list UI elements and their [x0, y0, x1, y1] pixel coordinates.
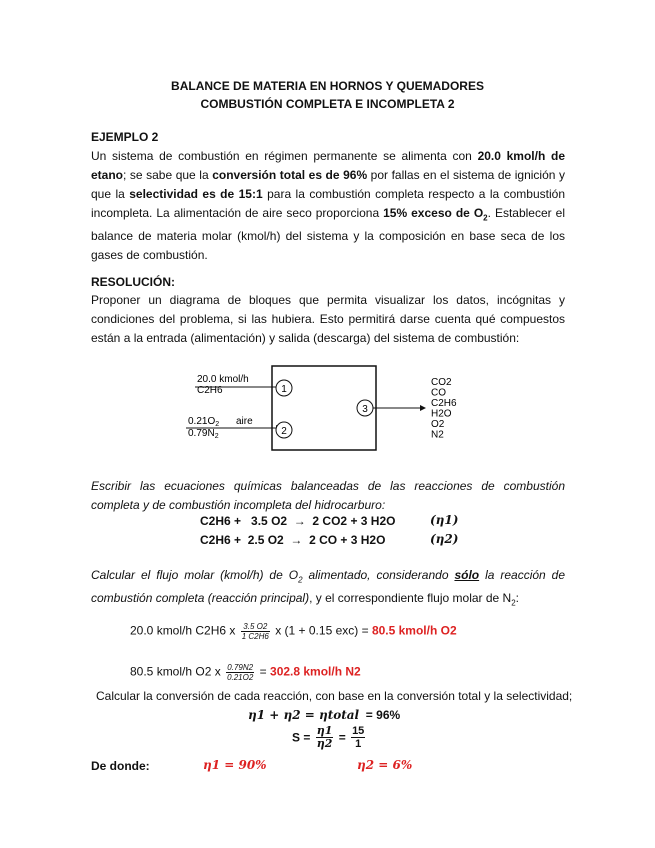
example-paragraph [91, 147, 565, 265]
conversion-intro: Calcular la conversión de cada reacción, con base en la conversión total y la selectividad; [96, 689, 573, 703]
n2-calc-start: 80.5 kmol/h O2 x [130, 664, 221, 679]
o2-calculation [130, 622, 457, 641]
resolution-heading: RESOLUCIÓN: [91, 275, 175, 289]
example-text-2: ; se sabe que la [123, 168, 213, 182]
selectivity-equation: S = $\frac{\eta 1}{\eta 2}$ = $\frac{15}{1}$ [292, 724, 365, 750]
feed2-n2-label: $0.79N_2$ [188, 428, 219, 440]
example-text-5: . Establecer el balance de materia molar (kmol/h) del sistema y la composición en base seca de los gases de combustión. [91, 206, 565, 263]
stream1-number: 1 [281, 384, 287, 395]
output-compounds-list [431, 377, 457, 441]
n2-ratio-fraction: $\frac{0.79N2}{0.21O2}$ [227, 663, 254, 682]
output-compound: CO2 [431, 377, 452, 388]
example-text-4: para la combustión completa respecto a la combustión incompleta. La alimentación de aire seco proporciona [91, 187, 566, 220]
reactions-intro: Escribir las ecuaciones químicas balanceadas de las reacciones de combustión completa y de combustión incompleta del hidrocarburo: [91, 479, 565, 512]
eta2-result: η2 = 6% [357, 758, 413, 772]
reaction-1-fuel: C2H6 + [200, 514, 242, 528]
example-conversion: conversión total es de 96% [212, 168, 368, 182]
reaction-2 [200, 533, 385, 547]
example-text-3: por fallas en el sistema de ignición y que la [91, 168, 565, 201]
reaction-1-oxygen: 3.5 O2 [251, 514, 288, 528]
reaction-1-label: (η1) [430, 513, 459, 527]
example-selectivity: selectividad es de 15:1 [129, 187, 263, 201]
feed1-compound-label: C2H6 [197, 385, 223, 396]
n2-calc-mid: = [259, 664, 267, 679]
calc-intro: Calcular el flujo molar (kmol/h) de $O_2$ alimentado, considerando sólo la reacción de combustión completa (reacción principal), y el correspondiente flujo molar de $N_2$: [91, 568, 566, 608]
output-arrowhead [420, 405, 426, 411]
o2-result: 80.5 kmol/h O2 [371, 623, 457, 638]
selectivity-value-fraction: $\frac{15}{1}$ [352, 725, 365, 750]
feed2-air-label: aire [236, 416, 253, 427]
output-compound: C2H6 [431, 398, 457, 409]
reaction-2-products: 2 CO + 3 H2O [309, 533, 386, 547]
reaction-2-oxygen: 2.5 O2 [247, 533, 284, 547]
n2-result: 302.8 kmol/h N2 [270, 664, 361, 679]
block-diagram [180, 360, 470, 455]
total-conversion-equation: η1 + η2 = ηtotal = 96% [248, 708, 401, 722]
document-title: BALANCE DE MATERIA EN HORNOS Y QUEMADORES [171, 79, 484, 93]
output-compound: CO [431, 387, 446, 399]
stream3-number: 3 [362, 404, 368, 415]
resolution-paragraph: Proponer un diagrama de bloques que permita visualizar los datos, incógnitas y condiciones del problema, si las hubiera. Esto permitirá darse cuenta qué compuestos están a la entrada (alimentación) y salida (descarga) del sistema de combustión: [91, 293, 565, 345]
output-compound: N2 [431, 429, 444, 441]
eta1-result: η1 = 90% [203, 758, 267, 772]
feed1-flow-label: 20.0 kmol/h [197, 374, 249, 385]
example-flow: 20.0 kmol/h de etano [91, 149, 566, 182]
reaction-1-arrow-icon: → [293, 514, 306, 528]
n2-calculation [130, 663, 361, 682]
reaction-2-fuel: C2H6 + [200, 533, 242, 547]
output-compound: H2O [431, 408, 452, 420]
reaction-1-products: 2 CO2 + 3 H2O [312, 514, 396, 528]
reaction-1 [200, 514, 395, 528]
example-text-1: Un sistema de combustión en régimen permanente se alimenta con [91, 149, 478, 163]
de-donde-label: De donde: [91, 759, 150, 773]
o2-calc-mid: x (1 + 0.15 exc) = [275, 623, 369, 638]
solo-emphasis: sólo [454, 568, 480, 582]
example-heading: EJEMPLO 2 [91, 130, 159, 144]
example-excess: 15% exceso de $O_2$ [383, 206, 488, 223]
stream2-number: 2 [281, 426, 287, 437]
feed2-o2-label: $0.21O_2$ [188, 416, 220, 428]
reaction-2-arrow-icon: → [290, 533, 303, 547]
o2-calc-start: 20.0 kmol/h C2H6 x [130, 623, 236, 638]
document-subtitle: COMBUSTIÓN COMPLETA E INCOMPLETA 2 [200, 97, 455, 111]
selectivity-eta-fraction: $\frac{\eta 1}{\eta 2}$ [316, 724, 333, 750]
output-compound: O2 [431, 419, 445, 430]
o2-ratio-fraction: $\frac{3.5 O2}{1 C2H6}$ [241, 622, 269, 641]
reaction-2-label: (η2) [430, 532, 459, 546]
